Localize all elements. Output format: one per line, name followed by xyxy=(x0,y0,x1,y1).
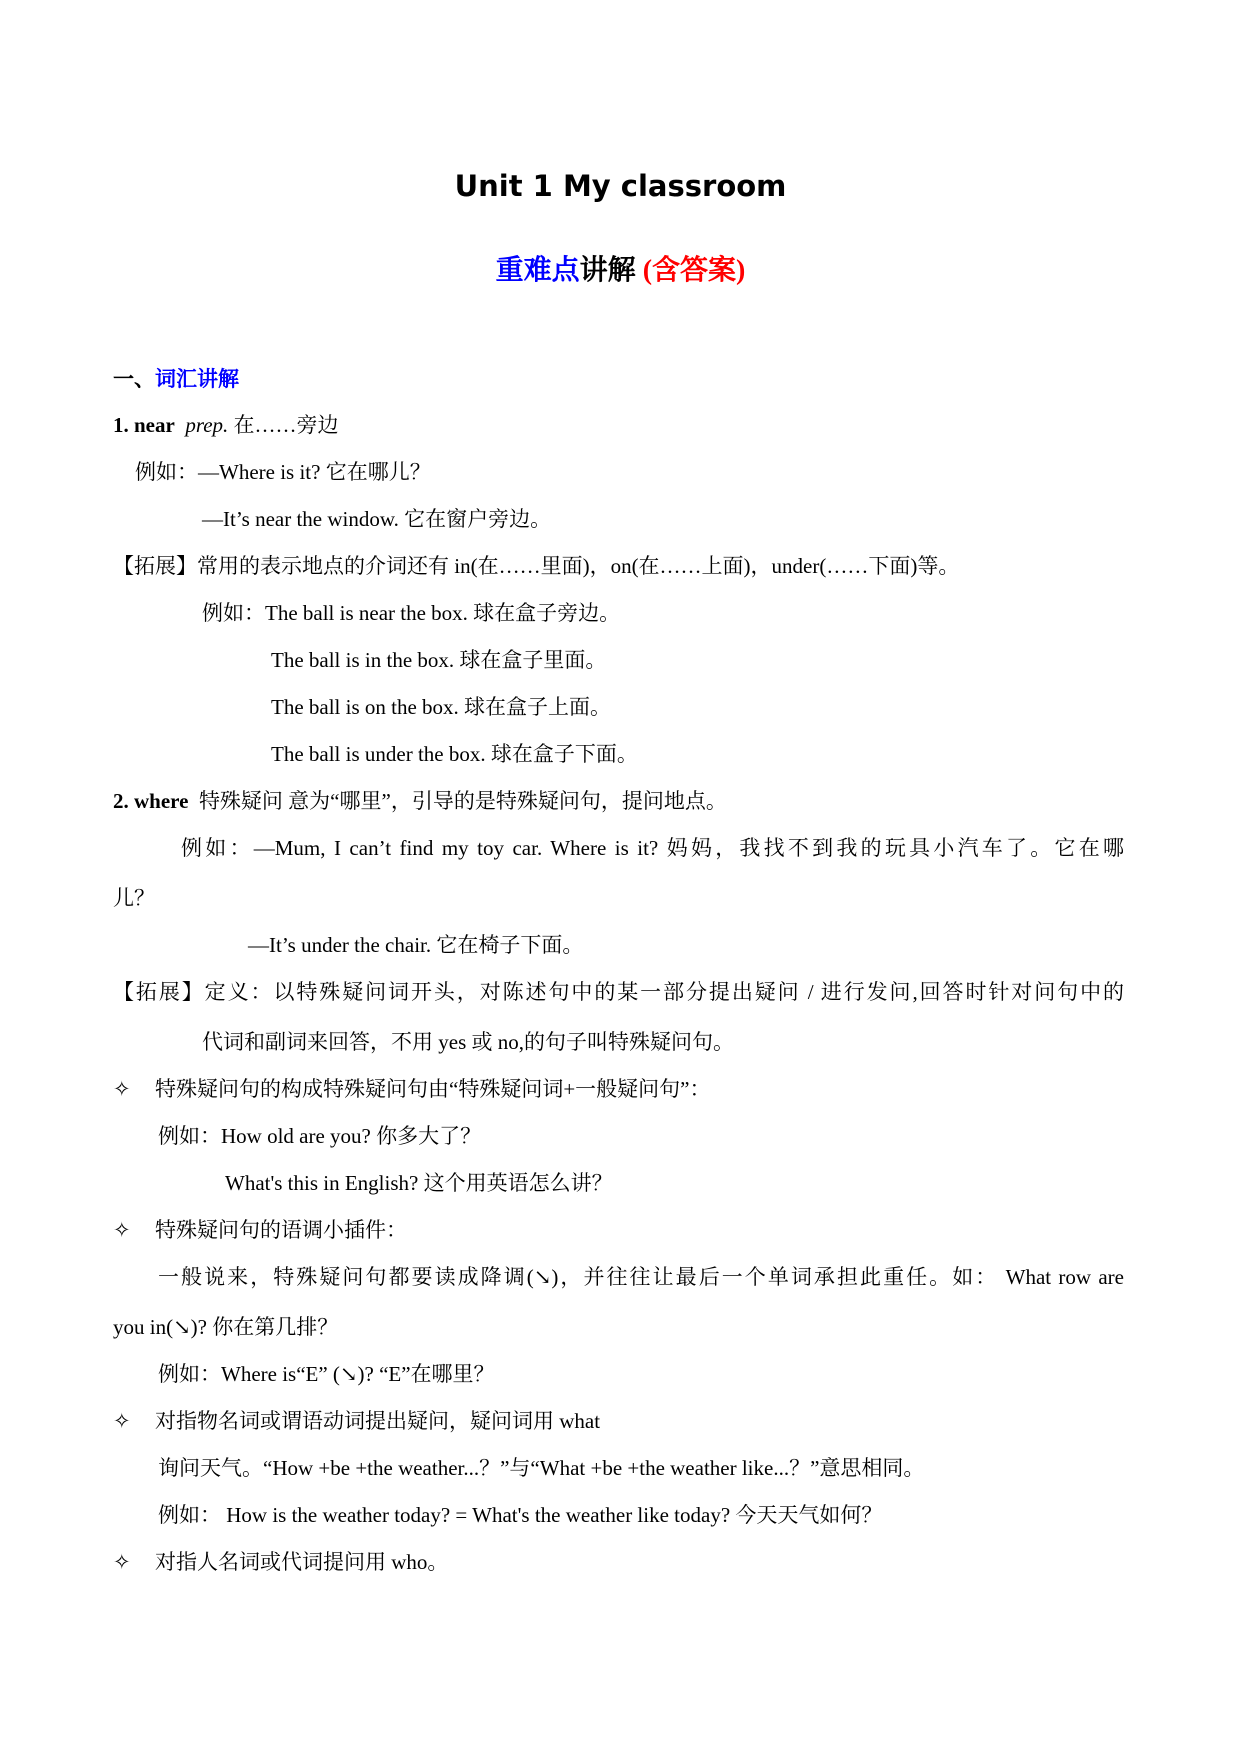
bullet-who xyxy=(113,1547,448,1577)
bullet-structure xyxy=(113,1074,710,1104)
item-near-extension: 【拓展】常用的表示地点的介词还有 in(在……里面)，on(在……上面)，under(……下面)等。 xyxy=(113,554,960,578)
item-near-extension-example-1: 例如：The ball is near the box. 球在盒子旁边。 xyxy=(202,601,621,625)
bullet-what-text: 对指物名词或谓语动词提出疑问，疑问词用 what xyxy=(155,1409,601,1433)
bullet-what xyxy=(113,1406,600,1436)
item-where-description: 特殊疑问 意为“哪里”，引导的是特殊疑问句，提问地点。 xyxy=(198,789,727,813)
bullet-who-text: 对指人名词或代词提问用 who。 xyxy=(155,1550,449,1574)
item-near-example-1: 例如：—Where is it? 它在哪儿？ xyxy=(135,460,431,484)
item-where-example-2: —It’s under the chair. 它在椅子下面。 xyxy=(248,933,584,957)
diamond-bullet-icon: ✧ xyxy=(113,1409,131,1433)
item-where-word: 2. where xyxy=(113,789,189,813)
item-near-meaning: 在……旁边 xyxy=(233,413,339,437)
diamond-bullet-icon: ✧ xyxy=(113,1550,131,1574)
subtitle-explanation: 讲解 xyxy=(579,255,636,286)
bullet-intonation-text: 特殊疑问句的语调小插件： xyxy=(155,1218,407,1242)
subtitle-key-points: 重难点 xyxy=(495,255,580,286)
item-near-pos: prep. xyxy=(185,413,229,437)
section-number: 一、 xyxy=(113,367,155,391)
bullet-structure-example-1: 例如：How old are you? 你多大了？ xyxy=(158,1124,482,1148)
item-near-extension-example-2: The ball is in the box. 球在盒子里面。 xyxy=(271,648,607,672)
subtitle-answers-note: (含答案) xyxy=(642,255,746,286)
item-near-extension-example-4: The ball is under the box. 球在盒子下面。 xyxy=(271,742,638,766)
item-where-example-1a: 例如：—Mum, I can’t find my toy car. Where is it? 妈妈，我找不到我的玩具小汽车了。它在哪 xyxy=(181,836,1124,860)
bullet-intonation-example: 例如：Where is“E” (↘)? “E”在哪里？ xyxy=(158,1362,495,1386)
item-where-extension-a: 【拓展】定义：以特殊疑问词开头，对陈述句中的某一部分提出疑问 / 进行发问,回答时针对问句中的 xyxy=(113,980,1124,1004)
bullet-intonation xyxy=(113,1215,407,1245)
item-where-example-1b: 儿？ xyxy=(113,886,155,910)
bullet-structure-example-2: What's this in English? 这个用英语怎么讲？ xyxy=(225,1171,613,1195)
bullet-what-paragraph: 询问天气。“How +be +the weather...？”与“What +be +the weather like...？”意思相同。 xyxy=(158,1456,925,1480)
bullet-what-example: 例如： How is the weather today? = What's the weather like today? 今天天气如何？ xyxy=(158,1503,883,1527)
item-near-heading xyxy=(113,410,339,440)
document-title: Unit 1 My classroom xyxy=(454,169,787,203)
document-subtitle xyxy=(0,251,1241,291)
bullet-structure-text: 特殊疑问句的构成特殊疑问句由“特殊疑问词+一般疑问句”： xyxy=(155,1077,711,1101)
bullet-intonation-paragraph-1: 一般说来，特殊疑问句都要读成降调(↘)，并往往让最后一个单词承担此重任。如： What row are xyxy=(158,1265,1124,1289)
item-near-example-2: —It’s near the window. 它在窗户旁边。 xyxy=(202,507,552,531)
diamond-bullet-icon: ✧ xyxy=(113,1218,131,1242)
section-label: 词汇讲解 xyxy=(155,367,239,391)
item-where-extension-b: 代词和副词来回答，不用 yes 或 no,的句子叫特殊疑问句。 xyxy=(202,1030,734,1054)
diamond-bullet-icon: ✧ xyxy=(113,1077,131,1101)
item-near-extension-example-3: The ball is on the box. 球在盒子上面。 xyxy=(271,695,612,719)
section-heading-vocabulary xyxy=(113,364,239,394)
item-where-heading xyxy=(113,786,727,816)
item-near-word: 1. near xyxy=(113,413,175,437)
bullet-intonation-paragraph-2: you in(↘)? 你在第几排？ xyxy=(113,1315,339,1339)
